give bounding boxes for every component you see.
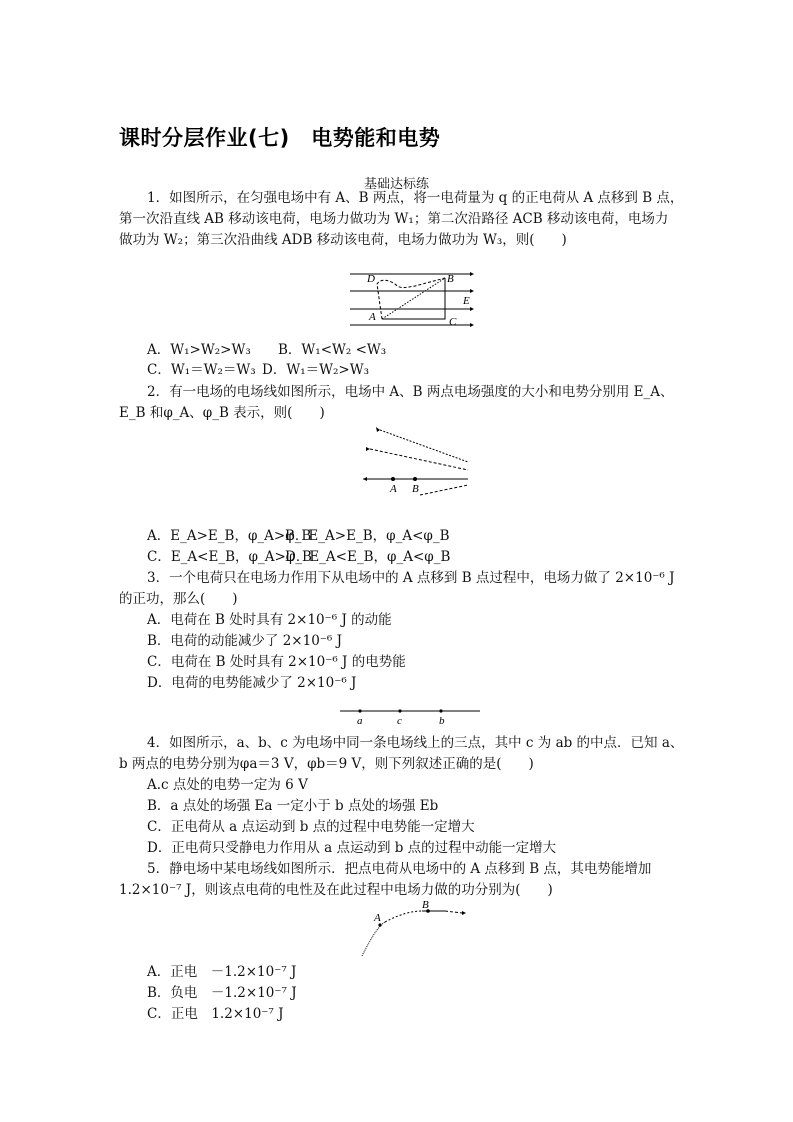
label-a: A [369, 311, 376, 323]
q1-option-c: C．W₁＝W₂＝W₃ [147, 362, 256, 378]
q5-option-a: A．正电 －1.2×10⁻⁷ J [147, 964, 297, 980]
label-e: E [463, 295, 470, 307]
q1-option-b: B．W₁<W₂ <W₃ [278, 342, 387, 358]
q4-option-b: B．a 点处的场强 Ea 一定小于 b 点处的场强 Eb [147, 798, 439, 814]
q4-option-c: C．正电荷从 a 点运动到 b 点的过程中电势能一定增大 [147, 819, 475, 835]
label-a: A [374, 912, 381, 924]
point-b [439, 709, 442, 712]
point-a [358, 709, 361, 712]
q5-option-b: B．负电 －1.2×10⁻⁷ J [147, 985, 297, 1001]
q2-option-d: D．E_A<E_B，φ_A<φ_B [285, 549, 451, 565]
label-b: B [422, 900, 429, 911]
label-a: a [357, 715, 363, 727]
q2-figure [360, 425, 475, 500]
q3-line-2: 的正功，那么( ) [119, 591, 238, 607]
q2-option-c: C．E_A<E_B，φ_A>φ_B [147, 549, 312, 565]
q1-option-d: D．W₁＝W₂>W₃ [262, 362, 369, 378]
label-b: b [439, 715, 445, 727]
point-b [413, 477, 417, 481]
q5-line-2: 1.2×10⁻⁷ J，则该点电荷的电性及在此过程中电场力做的功分别为( ) [119, 882, 553, 898]
page-title: 课时分层作业(七) 电势能和电势 [119, 126, 441, 150]
q2-line-1: 2．有一电场的电场线如图所示，电场中 A、B 两点电场强度的大小和电势分别用 E_A、 [147, 384, 674, 400]
point-a [391, 477, 395, 481]
label-c: c [397, 715, 402, 727]
q3-line-1: 3．一个电荷只在电场力作用下从电场中的 A 点移到 B 点过程中，电场力做了 2×10⁻⁶ J [147, 570, 675, 586]
q2-option-b: B．E_A>E_B，φ_A<φ_B [285, 528, 450, 544]
q1-line-2: 第一次沿直线 AB 移动该电荷，电场力做功为 W₁；第二次沿路径 ACB 移动该电荷，电场力 [119, 211, 669, 227]
q4-line-2: b 两点的电势分别为φa＝3 V，φb＝9 V，则下列叙述正确的是( ) [119, 756, 534, 772]
q1-figure [345, 268, 475, 328]
q1-line-1: 1．如图所示，在匀强电场中有 A、B 两点，将一电荷量为 q 的正电荷从 A 点移到 B 点， [147, 190, 684, 206]
q3-option-c: C．电荷在 B 处时具有 2×10⁻⁶ J 的电势能 [147, 654, 406, 670]
q4-option-a: A.c 点处的电势一定为 6 V [147, 777, 308, 793]
q1-line-3: 做功为 W₂；第三次沿曲线 ADB 移动该电荷，电场力做功为 W₃，则( ) [119, 232, 567, 248]
q5-figure [350, 900, 470, 960]
q5-line-1: 5．静电场中某电场线如图所示．把点电荷从电场中的 A 点移到 B 点，其电势能增加 [147, 861, 652, 877]
q3-option-b: B．电荷的动能减少了 2×10⁻⁶ J [147, 633, 343, 649]
q3-option-d: D．电荷的电势能减少了 2×10⁻⁶ J [147, 675, 357, 691]
label-a: A [390, 483, 397, 495]
point-c [398, 709, 401, 712]
q4-figure [335, 703, 485, 728]
section-heading: 基础达标练 [363, 177, 429, 192]
q2-option-a: A．E_A>E_B，φ_A>φ_B [147, 528, 312, 544]
q2-line-2: E_B 和φ_A、φ_B 表示，则( ) [119, 405, 325, 421]
q5-option-c: C．正电 1.2×10⁻⁷ J [147, 1006, 284, 1022]
q4-option-d: D．正电荷只受静电力作用从 a 点运动到 b 点的过程中动能一定增大 [147, 840, 557, 856]
q3-option-a: A．电荷在 B 处时具有 2×10⁻⁶ J 的动能 [147, 612, 392, 628]
label-c: C [449, 316, 457, 328]
q1-option-a: A．W₁>W₂>W₃ [147, 342, 251, 358]
path-ab [382, 278, 445, 319]
label-b: B [412, 483, 419, 495]
label-d: D [367, 273, 375, 285]
q4-line-1: 4．如图所示，a、b、c 为电场中同一条电场线上的三点，其中 c 为 ab 的中点．已知 a、 [147, 735, 684, 751]
label-b: B [447, 273, 454, 285]
